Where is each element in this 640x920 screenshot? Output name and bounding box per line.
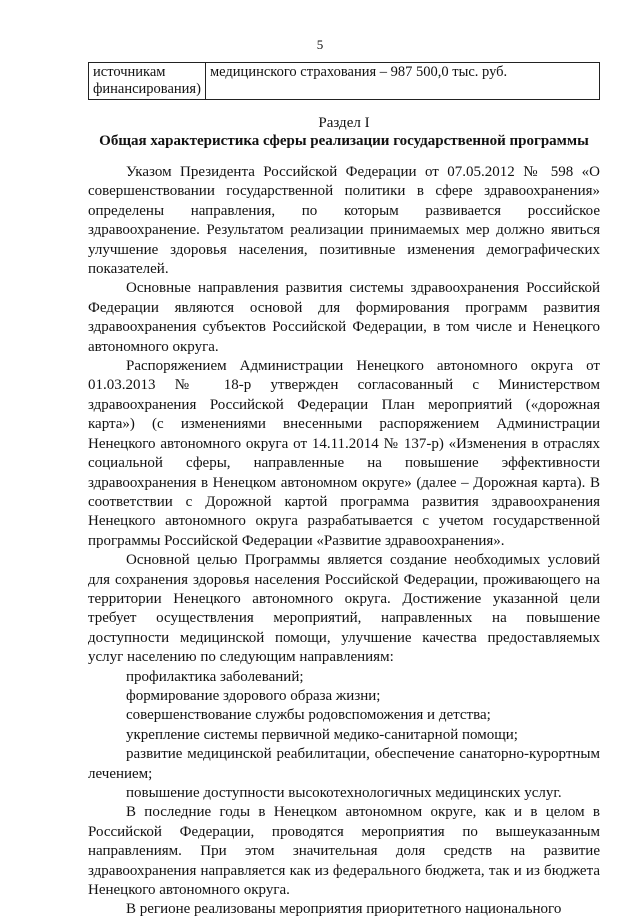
- paragraph: В регионе реализованы мероприятия приоритетного национального: [126, 901, 562, 918]
- page-number: 5: [316, 37, 324, 52]
- section-label: Раздел I: [318, 115, 370, 131]
- list-item: профилактика заболеваний;: [126, 668, 304, 685]
- passport-table-fragment: [88, 62, 600, 100]
- table-row: [89, 63, 600, 100]
- list-item: укрепление системы первичной медико-санитарной помощи;: [126, 726, 518, 743]
- list-item: развитие медицинской реабилитации, обеспечение санаторно-курортным лечением;: [88, 746, 600, 782]
- list-item: совершенствование службы родовспоможения и детства;: [126, 707, 491, 724]
- section-title: Общая характеристика сферы реализации государственной программы: [99, 133, 589, 149]
- table-cell-right: медицинского страхования – 987 500,0 тыс. руб.: [206, 63, 600, 100]
- paragraph: Основной целью Программы является создание необходимых условий для сохранения здоровья населения Российской Федерации, проживающего на территории Ненецкого автономного округа. Достижение указанной цели требует осуществления мероприятий, направленных на повышение доступности медицинской помощи, улучшение качества предоставляемых услуг населению по следующим направлениям:: [88, 552, 600, 666]
- paragraph: В последние годы в Ненецком автономном округе, как и в целом в Российской Федерации, проводятся мероприятия по вышеуказанным направлениям. При этом значительная доля средств на развитие здравоохранения направляется как из федерального бюджета, так и из бюджета Ненецкого автономного округа.: [88, 804, 600, 899]
- paragraph: Указом Президента Российской Федерации от 07.05.2012 № 598 «О совершенствовании государственной политики в сфере здравоохранения» определены направления, по которым развивается российское здравоохранение. Результатом реализации принимаемых мер должно явиться улучшение здоровья населения, позитивные изменения демографических показателей.: [88, 164, 600, 278]
- paragraph: Распоряжением Администрации Ненецкого автономного округа от 01.03.2013 № 18-р утвержден согласованный с Министерством здравоохранения Российской Федерации План мероприятий («дорожная карта») (с изменениями внесенными распоряжением Администрации Ненецкого автономного округа от 14.11.2014 № 137-р) «Изменения в отраслях социальной сферы, направленные на повышение эффективности здравоохранения в Ненецком автономном округе» (далее – Дорожная карта). В соответствии с Дорожной картой программа развития здравоохранения Ненецкого автономного округа разрабатывается с учетом государственной программы Российской Федерации «Развитие здравоохранения».: [88, 358, 600, 549]
- paragraph: Основные направления развития системы здравоохранения Российской Федерации являются основой для формирования программ развития здравоохранения субъектов Российской Федерации, в том числе и Ненецкого автономного округа.: [88, 280, 600, 355]
- list-item: повышение доступности высокотехнологичных медицинских услуг.: [126, 785, 562, 801]
- document-body: [88, 163, 600, 920]
- table-cell-left: источникам финансирования): [89, 63, 206, 100]
- list-item: формирование здорового образа жизни;: [126, 687, 381, 704]
